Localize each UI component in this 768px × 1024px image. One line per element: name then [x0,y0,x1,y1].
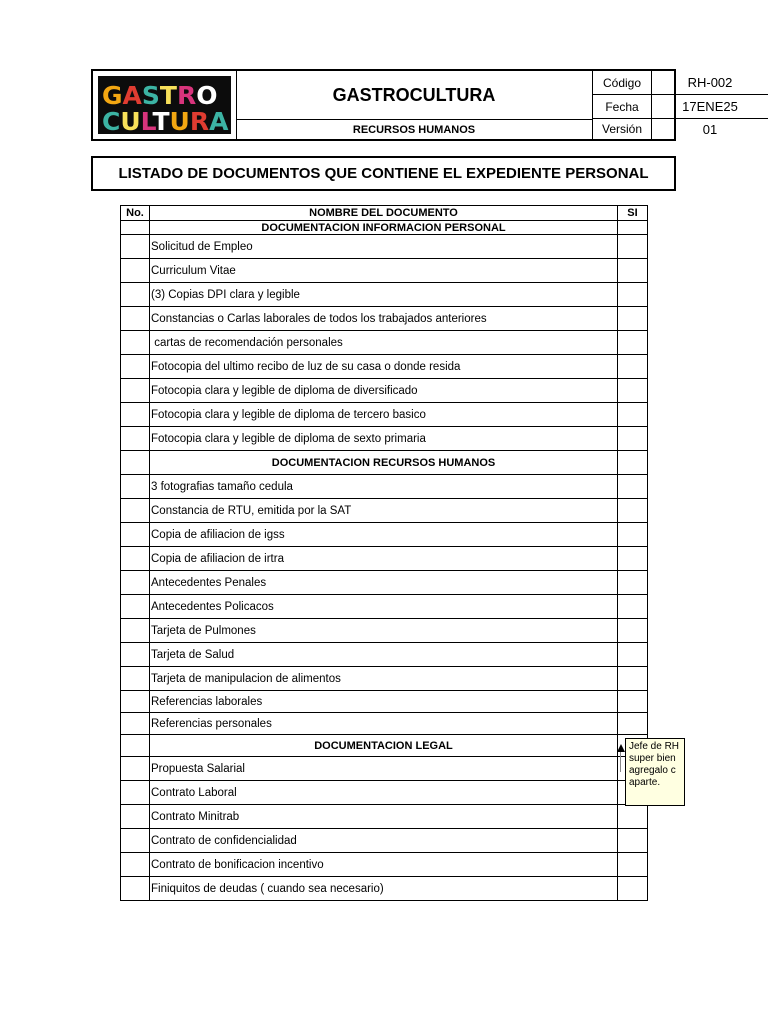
cell-no[interactable] [121,451,150,475]
cell-no[interactable] [121,805,150,829]
table-row [121,547,648,571]
cell-no[interactable] [121,331,150,355]
meta-row-codigo [593,71,768,95]
document-name: Referencias laborales [150,691,618,713]
table-row [121,667,648,691]
table-row [121,403,648,427]
comment-line-text: aparte. [629,777,661,788]
logo-letter: A [209,107,229,134]
table-row [121,643,648,667]
document-name: Antecedentes Penales [150,571,618,595]
document-name: Contrato Laboral [150,781,618,805]
logo-letter: R [189,107,210,134]
document-name: Tarjeta de manipulacion de alimentos [150,667,618,691]
codigo-value: RH-002 [687,75,733,90]
table-row [121,805,648,829]
table-row [121,595,648,619]
cell-si[interactable] [618,283,648,307]
cell-si[interactable] [618,355,648,379]
cell-no[interactable] [121,877,150,901]
section-title: DOCUMENTACION INFORMACION PERSONAL [150,221,618,235]
cell-no[interactable] [121,667,150,691]
cell-no[interactable] [121,781,150,805]
cell-no[interactable] [121,571,150,595]
cell-si[interactable] [618,713,648,735]
version-label: Versión [593,119,652,139]
document-name: Contrato Minitrab [150,805,618,829]
cell-no[interactable] [121,283,150,307]
table-row [121,235,648,259]
cell-si[interactable] [618,307,648,331]
table-row [121,283,648,307]
section-row [121,221,648,235]
header-no: No. [121,206,150,221]
cell-si[interactable] [618,331,648,355]
cell-si[interactable] [618,403,648,427]
document-name: Copia de afiliacion de igss [150,523,618,547]
cell-no[interactable] [121,235,150,259]
cell-no[interactable] [121,735,150,757]
comment-connector [620,752,621,772]
company-logo [98,76,231,134]
table-row [121,713,648,735]
document-name: Fotocopia clara y legible de diploma de sexto primaria [150,427,618,451]
company-name: GASTROCULTURA [236,71,593,120]
cell-si[interactable] [618,571,648,595]
cell-si[interactable] [618,499,648,523]
cell-si[interactable] [618,547,648,571]
table-row [121,571,648,595]
logo-letter: A [122,81,142,110]
document-name: Curriculum Vitae [150,259,618,283]
cell-no[interactable] [121,595,150,619]
cell-no[interactable] [121,259,150,283]
logo-letter: U [169,107,190,134]
cell-comment [625,738,685,806]
cell-no[interactable] [121,523,150,547]
table-header-row [121,206,648,221]
cell-si[interactable] [618,691,648,713]
table-row [121,427,648,451]
cell-no[interactable] [121,475,150,499]
logo-letter: T [152,107,170,134]
cell-si[interactable] [618,221,648,235]
meta-row-fecha [593,95,768,119]
cell-si[interactable] [618,829,648,853]
document-name: cartas de recomendación personales [150,331,618,355]
logo-letter: C [102,107,121,134]
table-row [121,781,648,805]
document-name: Antecedentes Policacos [150,595,618,619]
logo-letter: U [120,107,141,134]
header-name: NOMBRE DEL DOCUMENTO [150,206,618,221]
cell-si[interactable] [618,643,648,667]
cell-no[interactable] [121,221,150,235]
cell-no[interactable] [121,829,150,853]
logo-cell [93,71,237,139]
document-title: LISTADO DE DOCUMENTOS QUE CONTIENE EL EXPEDIENTE PERSONAL [91,156,676,191]
document-header [91,69,738,141]
logo-letter: R [176,81,197,110]
cell-no[interactable] [121,307,150,331]
cell-si[interactable] [618,667,648,691]
cell-si[interactable] [618,451,648,475]
table-row [121,853,648,877]
logo-letter: O [196,81,218,110]
document-name: Fotocopia clara y legible de diploma de diversificado [150,379,618,403]
logo-line-2 [102,107,229,134]
cell-si[interactable] [618,523,648,547]
document-name: Referencias personales [150,713,618,735]
section-row [121,735,648,757]
document-name: Fotocopia clara y legible de diploma de tercero basico [150,403,618,427]
section-title: DOCUMENTACION LEGAL [150,735,618,757]
cell-si[interactable] [618,619,648,643]
table-row [121,355,648,379]
fecha-label: Fecha [593,95,652,118]
document-name: 3 fotografias tamaño cedula [150,475,618,499]
table-row [121,259,648,283]
header-si: SI [618,206,648,221]
cell-si[interactable] [618,235,648,259]
section-row [121,451,648,475]
document-name: Constancias o Carlas laborales de todos los trabajados anteriores [150,307,618,331]
cell-no[interactable] [121,547,150,571]
cell-si[interactable] [618,379,648,403]
cell-si[interactable] [618,877,648,901]
cell-no[interactable] [121,379,150,403]
table-row [121,877,648,901]
cell-si[interactable] [618,805,648,829]
cell-si[interactable] [618,475,648,499]
department-name: RECURSOS HUMANOS [236,120,593,139]
cell-no[interactable] [121,691,150,713]
logo-letter: L [140,107,153,134]
cell-si[interactable] [618,853,648,877]
document-name: Copia de afiliacion de irtra [150,547,618,571]
documents-table [120,205,648,901]
version-value: 01 [702,121,718,137]
table-row [121,307,648,331]
document-name: Tarjeta de Salud [150,643,618,667]
document-name: Constancia de RTU, emitida por la SAT [150,499,618,523]
table-row [121,331,648,355]
document-name: Contrato de confidencialidad [150,829,618,853]
meta-row-version [593,119,768,139]
comment-line-text: agregalo c [629,765,676,776]
document-name: Tarjeta de Pulmones [150,619,618,643]
table-row [121,757,648,781]
cell-si[interactable] [618,427,648,451]
cell-no[interactable] [121,853,150,877]
document-name: Contrato de bonificacion incentivo [150,853,618,877]
document-name: (3) Copias DPI clara y legible [150,283,618,307]
comment-line-text: super bien [629,753,676,764]
document-meta [593,71,768,139]
logo-graphic [98,76,231,134]
table-row [121,379,648,403]
logo-letter: G [102,81,123,110]
cell-no[interactable] [121,427,150,451]
document-name: Finiquitos de deudas ( cuando sea necesario) [150,877,618,901]
cell-no[interactable] [121,403,150,427]
logo-letter: T [159,81,177,110]
document-name: Propuesta Salarial [150,757,618,781]
table-row [121,829,648,853]
document-name: Solicitud de Empleo [150,235,618,259]
codigo-label: Código [593,71,652,94]
cell-no[interactable] [121,355,150,379]
table-row [121,475,648,499]
cell-no[interactable] [121,619,150,643]
comment-line-text: Jefe de RH [629,741,680,752]
cell-no[interactable] [121,757,150,781]
comment-indicator-icon[interactable] [617,744,625,752]
document-name: Fotocopia del ultimo recibo de luz de su casa o donde resida [150,355,618,379]
fecha-value: 17ENE25 [682,99,738,114]
cell-no[interactable] [121,713,150,735]
table-row [121,499,648,523]
logo-letter: S [141,81,160,110]
table-row [121,523,648,547]
cell-no[interactable] [121,643,150,667]
section-title: DOCUMENTACION RECURSOS HUMANOS [150,451,618,475]
cell-no[interactable] [121,499,150,523]
cell-si[interactable] [618,259,648,283]
logo-line-1 [102,81,218,110]
table-row [121,619,648,643]
cell-si[interactable] [618,595,648,619]
table-row [121,691,648,713]
